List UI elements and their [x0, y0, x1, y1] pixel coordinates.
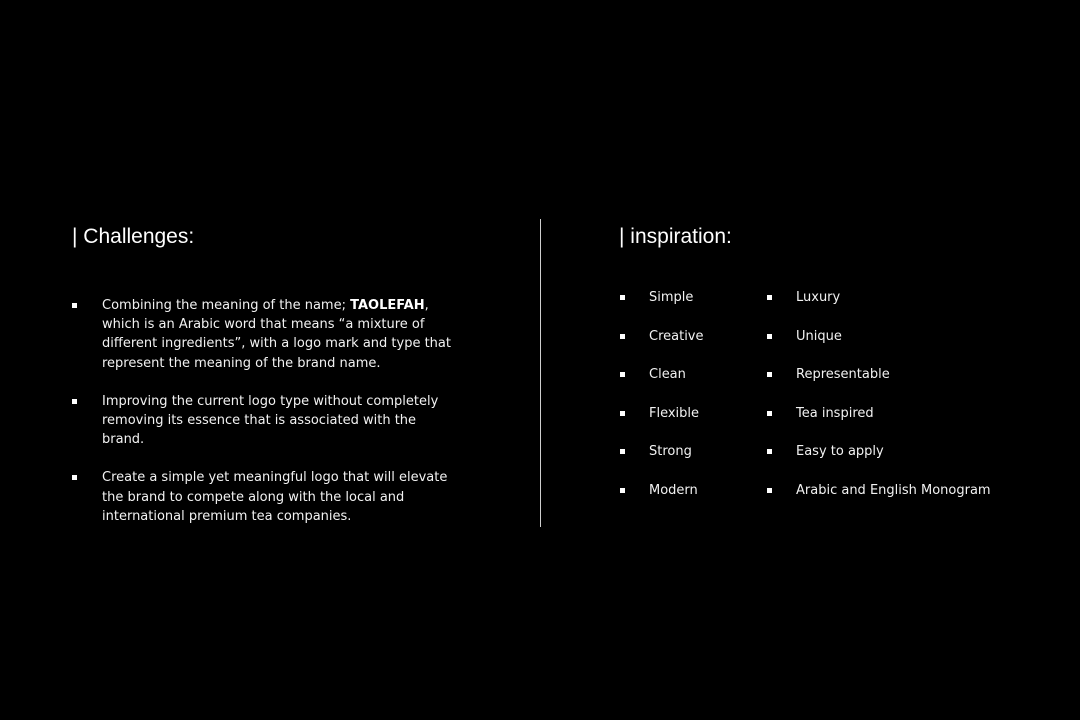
- inspiration-item: [619, 482, 759, 521]
- brand-name: TAOLEFAH: [350, 298, 425, 313]
- inspiration-item-label: Clean: [649, 367, 686, 382]
- inspiration-item: [619, 443, 759, 482]
- challenges-list: [72, 296, 452, 545]
- inspiration-item-label: Unique: [796, 328, 842, 344]
- section-divider: [540, 219, 541, 527]
- challenge-item-3: [72, 468, 452, 526]
- square-bullet-icon: [72, 475, 77, 480]
- inspiration-item-label: Luxury: [796, 290, 841, 305]
- challenge-item-1: [72, 296, 452, 373]
- square-bullet-icon: [767, 411, 772, 416]
- square-bullet-icon: [620, 295, 625, 300]
- inspiration-item: [619, 328, 759, 367]
- inspiration-item: [766, 328, 1066, 367]
- challenge-item-2: [72, 392, 452, 450]
- square-bullet-icon: [767, 372, 772, 377]
- square-bullet-icon: [767, 334, 772, 339]
- challenges-heading: | Challenges:: [72, 225, 195, 248]
- inspiration-heading: | inspiration:: [619, 225, 732, 248]
- square-bullet-icon: [620, 411, 625, 416]
- inspiration-item-label: Arabic and English Monogram: [796, 482, 991, 498]
- square-bullet-icon: [767, 449, 772, 454]
- inspiration-item-label: Representable: [796, 367, 890, 382]
- inspiration-item: [766, 289, 1066, 328]
- inspiration-item-label: Tea inspired: [796, 405, 874, 421]
- inspiration-item: [766, 443, 1066, 482]
- inspiration-list-column-2: [766, 289, 1066, 520]
- inspiration-item-label: Simple: [649, 290, 694, 305]
- inspiration-item-label: Creative: [649, 328, 704, 344]
- inspiration-item-label: Modern: [649, 482, 698, 498]
- inspiration-item: [619, 366, 759, 405]
- square-bullet-icon: [620, 334, 625, 339]
- inspiration-item: [619, 405, 759, 444]
- square-bullet-icon: [620, 372, 625, 377]
- inspiration-item: [619, 289, 759, 328]
- square-bullet-icon: [620, 449, 625, 454]
- square-bullet-icon: [620, 488, 625, 493]
- inspiration-item-label: Flexible: [649, 405, 700, 421]
- challenge-2-text: Improving the current logo type without completely removing its essence that is associated with the brand.: [102, 393, 439, 448]
- square-bullet-icon: [767, 295, 772, 300]
- inspiration-item: [766, 366, 1066, 405]
- challenge-3-text: Create a simple yet meaningful logo that will elevate the brand to compete along with the local and international premium tea companies.: [102, 470, 448, 524]
- square-bullet-icon: [72, 399, 77, 404]
- inspiration-item: [766, 482, 1066, 521]
- challenge-1-text-end: , which is an Arabic word that means “a mixture of different ingredients”, with a logo mark and type that represent the meaning of the brand name.: [102, 298, 451, 371]
- inspiration-item-label: Easy to apply: [796, 444, 884, 459]
- square-bullet-icon: [767, 488, 772, 493]
- square-bullet-icon: [72, 303, 77, 308]
- inspiration-item: [766, 405, 1066, 444]
- challenge-1-text-start: Combining the meaning of the name;: [102, 298, 351, 313]
- inspiration-item-label: Strong: [649, 444, 692, 459]
- inspiration-list-column-1: [619, 289, 759, 520]
